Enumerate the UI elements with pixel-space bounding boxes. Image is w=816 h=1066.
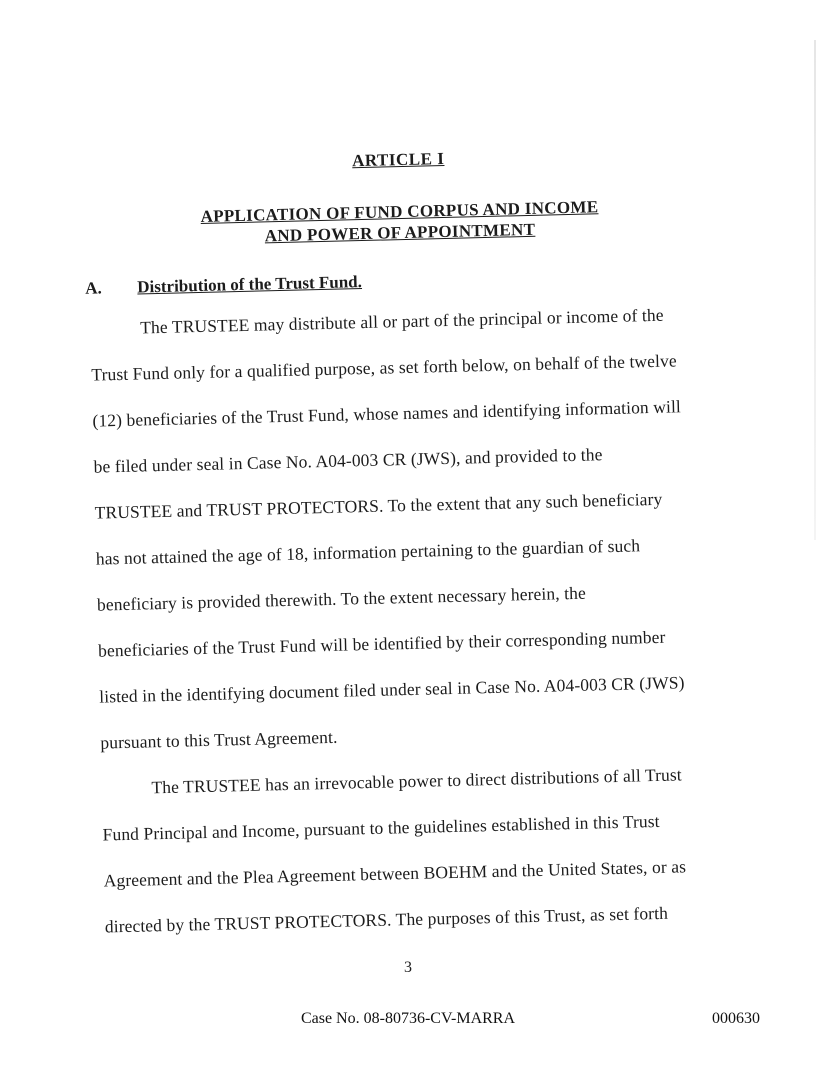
paragraph-line: beneficiary is provided therewith. To the extent necessary herein, the <box>96 582 587 615</box>
footer-bates-number: 000630 <box>712 1010 760 1027</box>
paragraph-line: (12) beneficiaries of the Trust Fund, whose names and identifying information will <box>92 396 682 431</box>
paragraph-line: be filed under seal in Case No. A04-003 CR (JWS), and provided to the <box>93 444 603 477</box>
paragraph-line: TRUSTEE and TRUST PROTECTORS. To the extent that any such beneficiary <box>94 488 663 523</box>
paragraph-line: Fund Principal and Income, pursuant to the guidelines established in this Trust <box>102 810 660 845</box>
paragraph-line: directed by the TRUST PROTECTORS. The purposes of this Trust, as set forth <box>104 902 669 937</box>
paragraph-line: has not attained the age of 18, information pertaining to the guardian of such <box>95 535 641 569</box>
paragraph-line: Agreement and the Plea Agreement between BOEHM and the United States, or as <box>103 856 687 891</box>
article-heading-line-2: AND POWER OF APPOINTMENT <box>264 219 536 246</box>
section-a-letter: A. <box>85 278 103 298</box>
paragraph-line: listed in the identifying document filed under seal in Case No. A04-003 CR (JWS) <box>99 672 685 707</box>
paragraph-line: pursuant to this Trust Agreement. <box>100 726 338 753</box>
article-title: ARTICLE I <box>351 148 445 171</box>
page-number: 3 <box>404 959 412 976</box>
paragraph-line: Trust Fund only for a qualified purpose, as set forth below, on behalf of the twelve <box>91 350 677 385</box>
article-heading-line-1: APPLICATION OF FUND CORPUS AND INCOME <box>200 197 599 226</box>
paragraph-line: The TRUSTEE has an irrevocable power to direct distributions of all Trust <box>151 764 683 798</box>
footer-case-number: Case No. 08-80736-CV-MARRA <box>300 1010 516 1027</box>
paragraph-line: The TRUSTEE may distribute all or part of the principal or income of the <box>139 304 664 338</box>
paragraph-line: beneficiaries of the Trust Fund will be identified by their corresponding number <box>97 626 666 661</box>
section-a-heading <box>85 272 362 299</box>
section-a-title: Distribution of the Trust Fund. <box>137 272 363 297</box>
